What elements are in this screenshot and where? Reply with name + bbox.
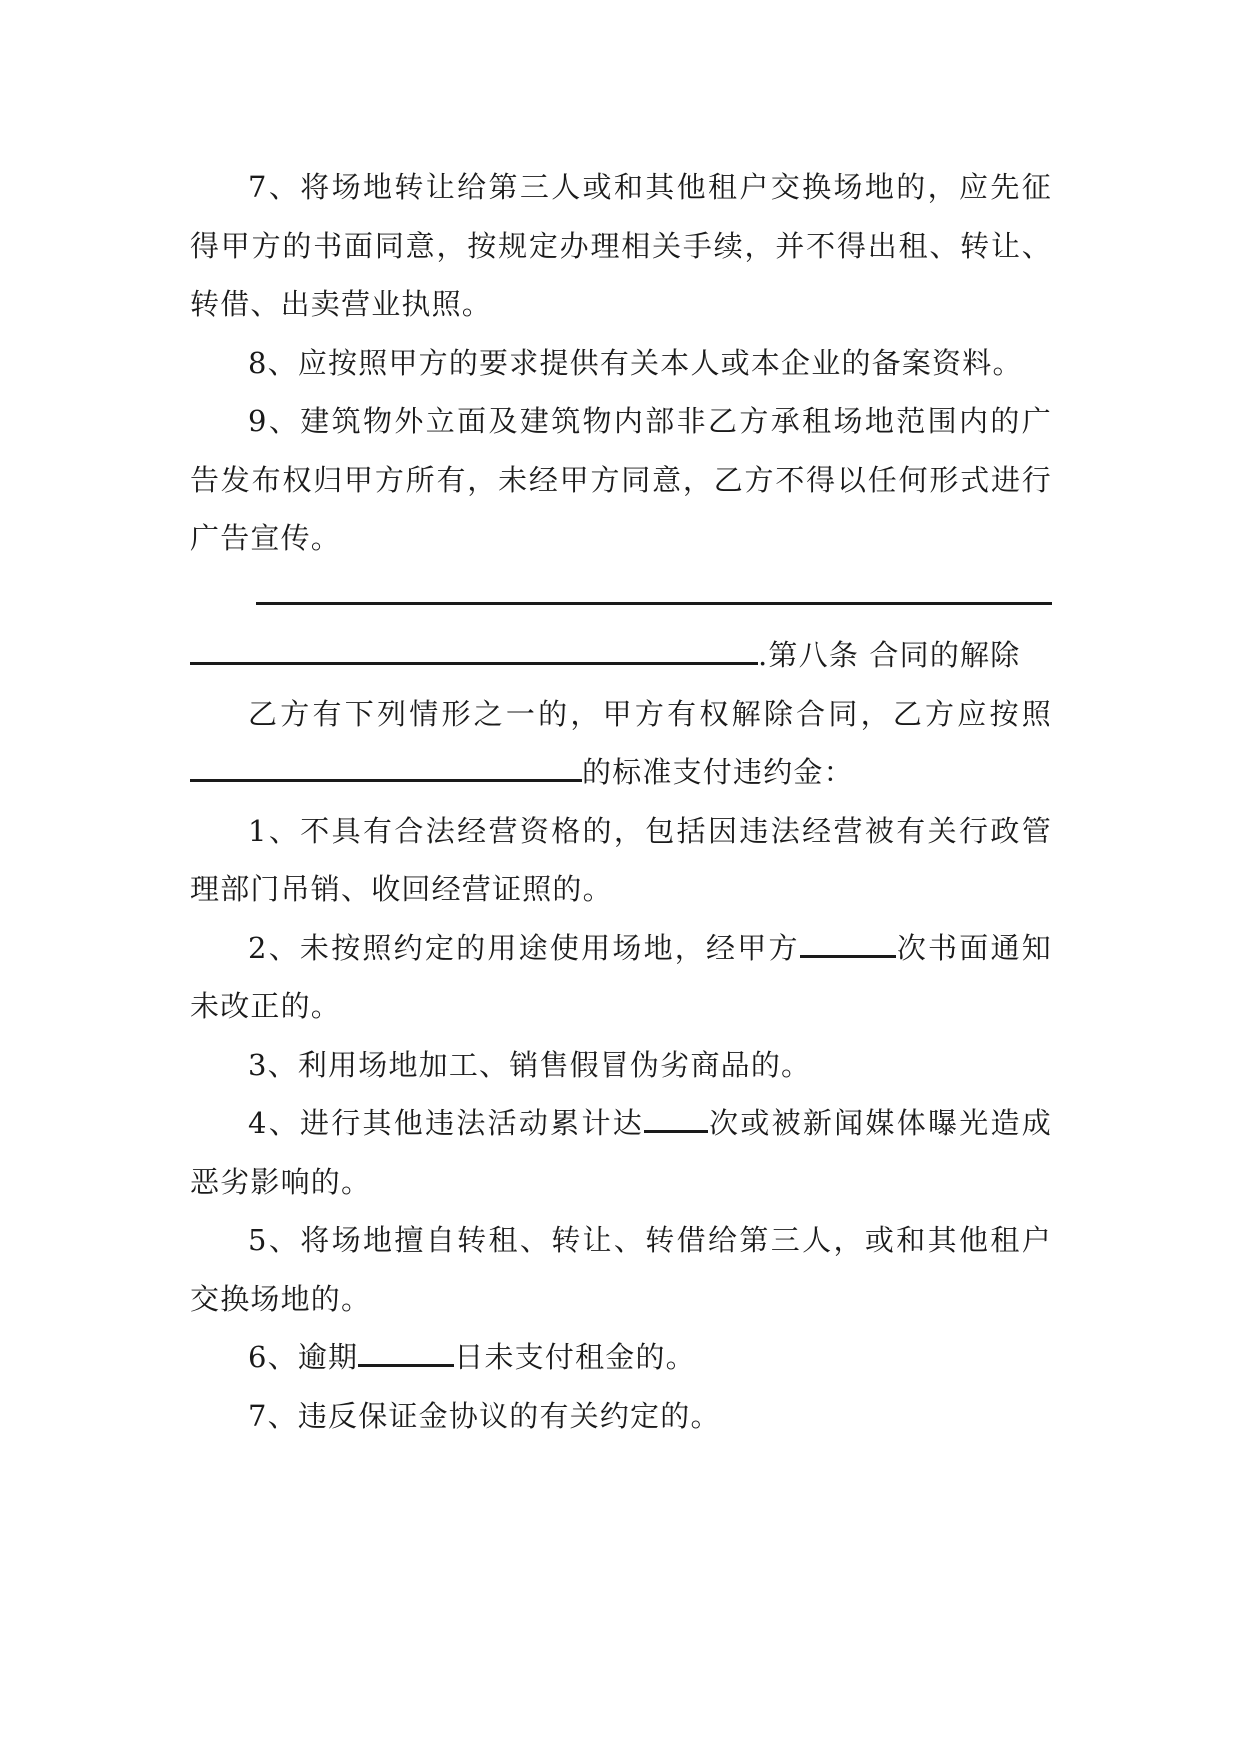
article-8-heading-line: [190, 626, 1052, 685]
fill-in-line-bar: [256, 602, 1052, 605]
termination-item-3: 3、利用场地加工、销售假冒伪劣商品的。: [248, 1047, 812, 1082]
termination-item-4: [190, 1094, 1052, 1211]
item-6-text-before: 6、逾期: [248, 1340, 359, 1374]
contract-text: [190, 158, 1052, 1445]
article-8-heading: .第八条 合同的解除: [758, 638, 1021, 672]
overdue-days-blank: [358, 1339, 454, 1367]
termination-item-7: 7、违反保证金协议的有关约定的。: [248, 1398, 721, 1433]
penalty-standard-blank: [190, 754, 582, 782]
termination-item-5: 5、将场地擅自转租、转让、转借给第三人，或和其他租户交换场地的。: [190, 1223, 1052, 1316]
violation-count-blank: [644, 1105, 708, 1133]
termination-item-1: 1、不具有合法经营资格的，包括因违法经营被有关行政管理部门吊销、收回经营证照的。: [190, 813, 1052, 906]
intro-text-after: 的标准支付违约金：: [582, 755, 854, 789]
item-2-text-before: 2、未按照约定的用途使用场地，经甲方: [248, 930, 800, 965]
fill-in-line: [190, 568, 1052, 627]
article-8-intro: [190, 685, 1052, 802]
termination-item-6: [190, 1328, 1052, 1387]
item-2-text-after: 次书面通知未改正的。: [190, 930, 1052, 1023]
item-6-text-after: 日未支付租金的。: [454, 1340, 696, 1374]
clause-9-advertising: 9、建筑物外立面及建筑物内部非乙方承租场地范围内的广告发布权归甲方所有，未经甲方同意，乙方不得以任何形式进行广告宣传。: [190, 404, 1052, 555]
item-4-text-before: 4、进行其他违法活动累计达: [248, 1106, 644, 1140]
intro-text-before: 乙方有下列情形之一的，甲方有权解除合同，乙方应按照: [248, 696, 1052, 731]
notice-count-blank: [800, 930, 896, 958]
termination-item-2: [190, 919, 1052, 1036]
clause-8-records: 8、应按照甲方的要求提供有关本人或本企业的备案资料。: [248, 345, 1023, 380]
clause-7-transfer: 7、将场地转让给第三人或和其他租户交换场地的，应先征得甲方的书面同意，按规定办理相关手续，并不得出租、转让、转借、出卖营业执照。: [190, 170, 1052, 321]
item-4-text-after: 次或被新闻媒体曝光造成恶劣影响的。: [190, 1106, 1052, 1199]
fill-in-blank: [190, 637, 758, 665]
